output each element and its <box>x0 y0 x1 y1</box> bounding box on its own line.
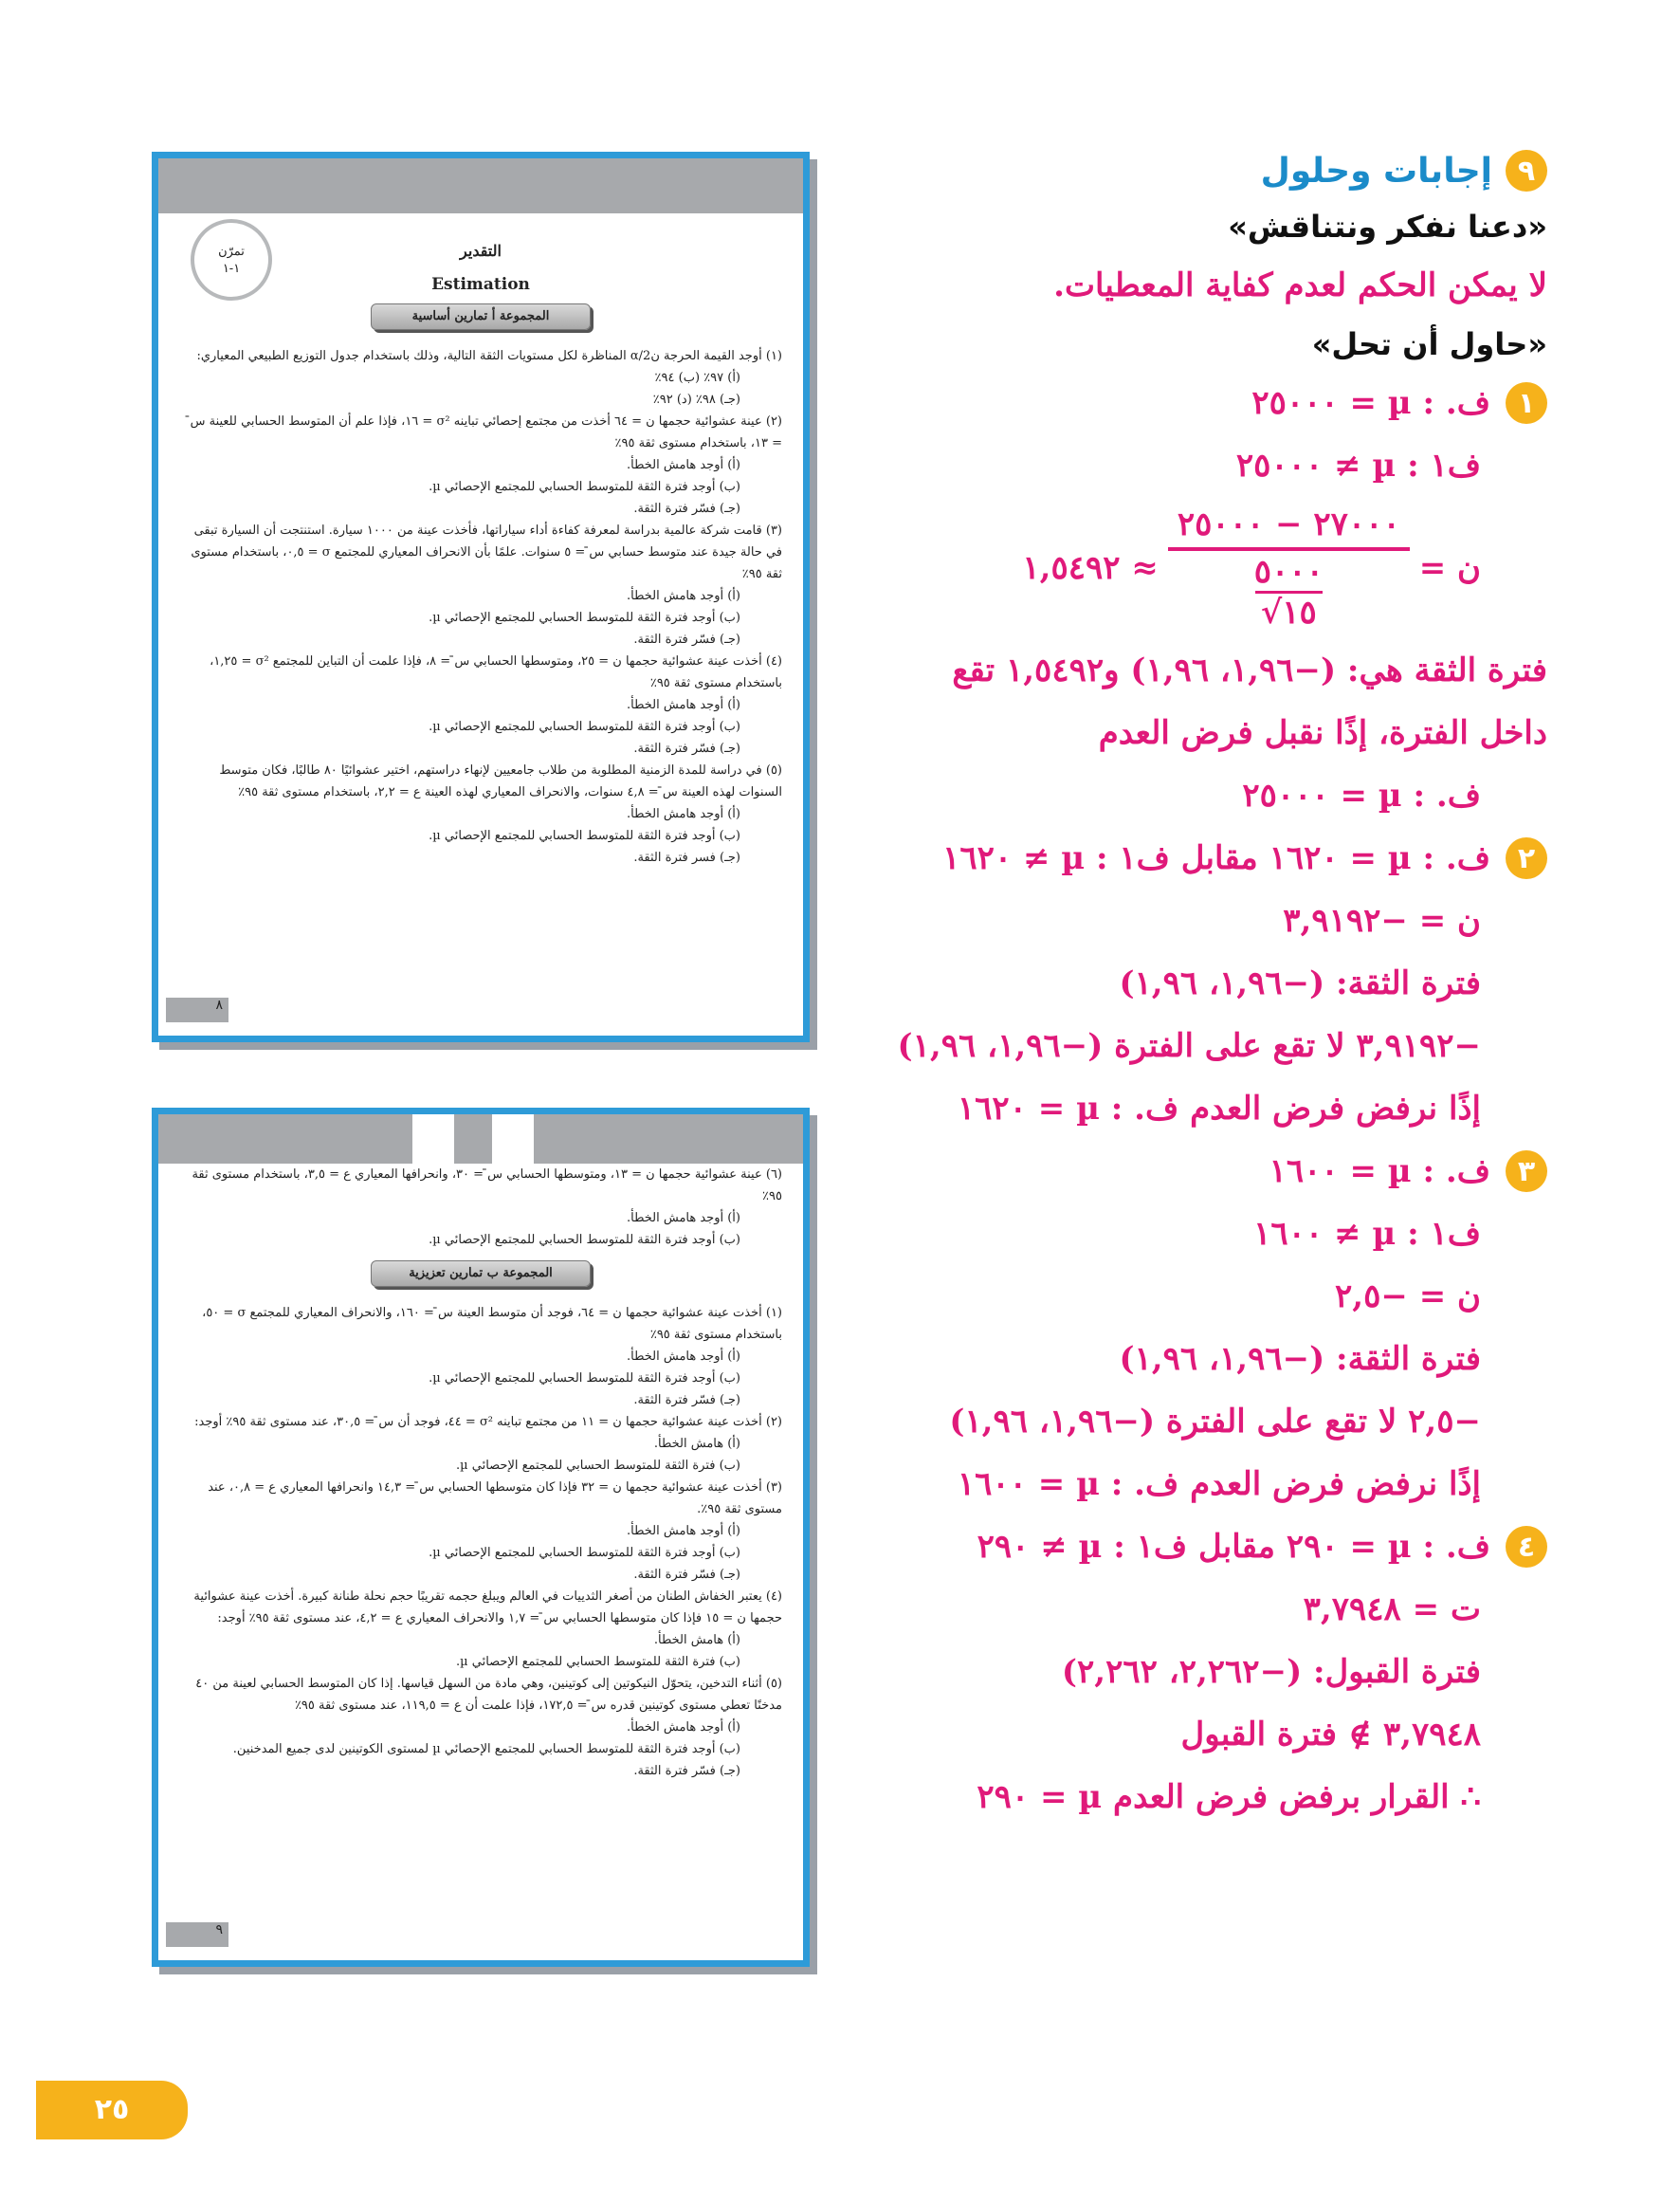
badge-label: تمرّن <box>218 245 245 259</box>
exercise-line: (ب) أوجد فترة الثقة للمتوسط الحسابي للمجتمع الإحصائي µ. <box>429 720 740 734</box>
answer-item-4 <box>770 1515 1547 1828</box>
page-header-bar <box>158 158 803 213</box>
exercise-line: (١) أوجد القيمة الحرجة ن‪α/2‬ المناظرة لكل مستويات الثقة التالية، وذلك باستخدام جدول التوزيع الطبيعي المعياري: <box>196 349 782 363</box>
exercise-list-top <box>158 1164 803 1251</box>
z-fraction <box>1168 505 1410 632</box>
exercise-line: (٣) أخذت عينة عشوائية حجمها ن = ٣٢ فإذا كان متوسطها الحسابي س̄ = ١٤,٣ وانحرافها المعياري ع = ٠,٨، عند مستوى ثقة ٩٥٪. <box>208 1480 782 1516</box>
page-number: ٩ <box>166 1922 228 1947</box>
exercise-line: (أ) هامش الخطأ. <box>653 1633 740 1647</box>
exercise-line: (أ) هامش الخطأ. <box>653 1437 740 1451</box>
badge-number: ١-١ <box>222 262 241 276</box>
exercise-line: (٤) يعتبر الخفاش الطنان من أصغر الثدييات في العالم ويبلغ حجمه تقريبًا حجم نحلة طنانة كبيرة. أخذت عينة عشوائية حجمها ن = ١٥ فإذا كان متوسطها الحسابي س̄ = ١,٧ والانحراف المعياري ع = ٤,٢، عند مستوى ثقة ٩٥٪ أوجد: <box>193 1589 782 1625</box>
exercise-line: (٣) قامت شركة عالمية بدراسة لمعرفة كفاءة أداء سياراتها، فأخذت عينة من ١٠٠٠ سيارة. استنتجت أن السيارة تبقى في حالة جيدة عند متوسط حسابي س̄ = ٥ سنوات. علمًا بأن الانحراف المعياري للمجتمع σ = ٠,٥، باستخدام مستوى ثقة ٩٥٪ <box>191 523 782 581</box>
z-lhs: ن = <box>1418 549 1481 587</box>
answer-line: فترة الثقة هي: (−١,٩٦، ١,٩٦) و١,٥٤٩٢ تقع <box>952 652 1547 689</box>
answer-line: داخل الفترة، إذًا نقبل فرض العدم <box>1098 714 1547 752</box>
exercise-line: (جـ) فسّر فترة الثقة. <box>633 1568 740 1582</box>
answer-line: فترة القبول: (−٢,٢٦٢، ٢,٢٦٢) <box>1061 1653 1481 1691</box>
answer-line: ن = −٢,٥ <box>1335 1277 1481 1315</box>
section-heading <box>770 142 1547 199</box>
chapter-title: التقدير <box>460 242 502 260</box>
exercise-line: (٢) أخذت عينة عشوائية حجمها ن = ١١ من مجتمع تباينه σ² = ٤٤، فوجد أن س̄ = ٣٠,٥، عند مستوى ثقة ٩٥٪ أوجد: <box>194 1415 782 1429</box>
exercise-line: (٥) أثناء التدخين، يتحوّل النيكوتين إلى كوتينين، وهي مادة من السهل قياسها. إذا كان المتوسط الحسابي لعينة من ٤٠ مدخنًا تعطي مستوى كوتينين قدره س̄ = ١٧٢,٥، فإذا علمت أن ع = ١١٩,٥، عند مستوى ثقة ٩٥٪ <box>195 1677 782 1713</box>
answer-item-2 <box>770 827 1547 1140</box>
exercise-line: (ب) أوجد فترة الثقة للمتوسط الحسابي للمجتمع الإحصائي µ لمستوى الكوتينين لدى جميع المدخنين. <box>232 1742 740 1756</box>
page-header-bar <box>158 1114 803 1164</box>
exercise-line: (جـ) فسر فترة الثقة. <box>633 851 740 865</box>
exercise-line: (جـ) فسّر فترة الثقة. <box>633 1393 740 1407</box>
answer-line: ف. : µ = ٢٥٠٠٠ <box>1251 384 1490 422</box>
exercise-line: (جـ) فسّر فترة الثقة. <box>633 1764 740 1778</box>
item-number-badge: ١ <box>1506 382 1547 424</box>
z-numerator: ٢٧٠٠٠ − ٢٥٠٠٠ <box>1168 505 1410 551</box>
answer-line: ف. : µ = ١٦٢٠ مقابل ف١ : µ ≠ ١٦٢٠ <box>942 839 1490 877</box>
section-title: إجابات وحلول <box>1260 151 1492 191</box>
exercise-line: (أ) ٩٧٪ (ب) ٩٤٪ <box>654 371 740 385</box>
group-banner: المجموعة ب تمارين تعزيزية <box>371 1260 591 1287</box>
answer-line: إذًا نرفض فرض العدم ف. : µ = ١٦٢٠ <box>957 1090 1481 1128</box>
item-number-badge: ٣ <box>1506 1150 1547 1192</box>
section-number-badge: ٩ <box>1506 150 1547 192</box>
exercise-badge <box>191 219 272 301</box>
exercise-line: (٦) عينة عشوائية حجمها ن = ١٣، ومتوسطها الحسابي س̄ = ٣٠، وانحرافها المعياري ع = ٣,٥، باستخدام مستوى ثقة ٩٥٪ <box>192 1167 782 1203</box>
header-tab-gap <box>412 1114 454 1164</box>
exercise-line: (أ) أوجد هامش الخطأ. <box>627 698 740 712</box>
exercise-list <box>158 345 803 869</box>
exercise-line: (أ) أوجد هامش الخطأ. <box>627 1524 740 1538</box>
exercise-line: (أ) أوجد هامش الخطأ. <box>627 589 740 603</box>
discuss-heading: «دعنا نفكر ونتناقش» <box>1228 209 1547 245</box>
answer-line: −٢,٥ لا تقع على الفترة (−١,٩٦، ١,٩٦) <box>949 1403 1481 1441</box>
textbook-page-9 <box>152 1108 810 1967</box>
answers-panel <box>770 142 1547 1828</box>
answer-line: فترة الثقة: (−١,٩٦، ١,٩٦) <box>1119 1340 1481 1378</box>
exercise-line: (ب) فترة الثقة للمتوسط الحسابي للمجتمع الإحصائي µ. <box>456 1655 740 1669</box>
exercise-line: (جـ) ٩٨٪ (د) ٩٢٪ <box>652 393 740 407</box>
answer-line: ف. : µ = ٢٥٠٠٠ <box>1242 777 1481 815</box>
answer-line: ف١ : µ ≠ ١٦٠٠ <box>1253 1215 1481 1253</box>
exercise-line: (٢) عينة عشوائية حجمها ن = ٦٤ أخذت من مجتمع إحصائي تباينه σ² = ١٦، فإذا علم أن المتوسط الحسابي للعينة س̄ = ١٣، باستخدام مستوى ثقة ٩٥٪ <box>190 414 782 450</box>
answer-item-3 <box>770 1140 1547 1515</box>
exercise-line: (ب) فترة الثقة للمتوسط الحسابي للمجتمع الإحصائي µ. <box>456 1459 740 1473</box>
textbook-page-8 <box>152 152 810 1042</box>
exercise-line: (جـ) فسّر فترة الثقة. <box>633 502 740 516</box>
header-tab-gap <box>492 1114 534 1164</box>
exercise-line: (ب) أوجد فترة الثقة للمتوسط الحسابي للمجتمع الإحصائي µ. <box>429 829 740 843</box>
try-heading: «حاول أن تحل» <box>1311 326 1547 362</box>
answer-line: إذًا نرفض فرض العدم ف. : µ = ١٦٠٠ <box>957 1465 1481 1503</box>
page-number: ٨ <box>166 998 228 1022</box>
exercise-line: (٥) في دراسة للمدة الزمنية المطلوبة من طلاب جامعيين لإنهاء دراستهم، اختير عشوائيًا ٨٠ طالبًا، فكان متوسط السنوات لهذه العينة س̄ = ٤,٨ سنوات، والانحراف المعياري لهذه العينة ع = ٢,٢، باستخدام مستوى ثقة ٩٥٪ <box>219 763 782 799</box>
exercise-line: (أ) أوجد هامش الخطأ. <box>627 458 740 472</box>
item-number-badge: ٢ <box>1506 837 1547 879</box>
answer-line: ف. : µ = ٢٩٠ مقابل ف١ : µ ≠ ٢٩٠ <box>977 1528 1490 1566</box>
exercise-list <box>158 1302 803 1782</box>
answer-line: ت = ٣,٧٩٤٨ <box>1303 1590 1481 1628</box>
z-denominator-root: ١٥√ <box>1255 591 1323 632</box>
exercise-line: (أ) أوجد هامش الخطأ. <box>627 1720 740 1735</box>
group-banner: المجموعة أ تمارين أساسية <box>371 303 591 330</box>
exercise-line: (أ) أوجد هامش الخطأ. <box>627 1349 740 1364</box>
exercise-line: (١) أخذت عينة عشوائية حجمها ن = ٦٤، فوجد أن متوسط العينة س̄ = ١٦٠، والانحراف المعياري للمجتمع σ = ٥٠، باستخدام مستوى ثقة ٩٥٪ <box>202 1306 782 1342</box>
z-denominator: ٥٠٠٠ <box>1253 552 1324 591</box>
answer-line: −٣,٩١٩٢ لا تقع على الفترة (−١,٩٦، ١,٩٦) <box>897 1027 1481 1065</box>
z-formula <box>770 497 1547 639</box>
exercise-line: (جـ) فسّر فترة الثقة. <box>633 742 740 756</box>
exercise-line: (٤) أخذت عينة عشوائية حجمها ن = ٢٥، ومتوسطها الحسابي س̄ = ٨، فإذا علمت أن التباين للمجتمع σ² = ١,٢٥، باستخدام مستوى ثقة ٩٥٪ <box>210 654 782 690</box>
answer-line: ن = −٣,٩١٩٢ <box>1283 902 1481 940</box>
exercise-line: (أ) أوجد هامش الخطأ. <box>627 1211 740 1225</box>
answer-line: ∴ القرار برفض فرض العدم µ = ٢٩٠ <box>977 1778 1481 1816</box>
exercise-line: (جـ) فسّر فترة الثقة. <box>633 633 740 647</box>
answer-line: ف١ : µ ≠ ٢٥٠٠٠ <box>1235 447 1481 485</box>
exercise-line: (ب) أوجد فترة الثقة للمتوسط الحسابي للمجتمع الإحصائي µ. <box>429 1371 740 1386</box>
exercise-line: (ب) أوجد فترة الثقة للمتوسط الحسابي للمجتمع الإحصائي µ. <box>429 611 740 625</box>
discuss-answer: لا يمكن الحكم لعدم كفاية المعطيات. <box>1053 266 1547 304</box>
z-rhs: ≈ ١,٥٤٩٢ <box>1022 549 1159 587</box>
exercise-line: (ب) أوجد فترة الثقة للمتوسط الحسابي للمجتمع الإحصائي µ. <box>429 1233 740 1247</box>
chapter-title-en: Estimation <box>431 275 530 294</box>
answer-item-1 <box>770 372 1547 827</box>
exercise-line: (ب) أوجد فترة الثقة للمتوسط الحسابي للمجتمع الإحصائي µ. <box>429 1546 740 1560</box>
exercise-line: (ب) أوجد فترة الثقة للمتوسط الحسابي للمجتمع الإحصائي µ. <box>429 480 740 494</box>
answer-line: فترة الثقة: (−١,٩٦، ١,٩٦) <box>1119 964 1481 1002</box>
footer-page-number: ٢٥ <box>36 2081 188 2139</box>
answer-line: ف. : µ = ١٦٠٠ <box>1269 1152 1490 1190</box>
item-number-badge: ٤ <box>1506 1526 1547 1568</box>
exercise-line: (أ) أوجد هامش الخطأ. <box>627 807 740 821</box>
answer-line: ٣,٧٩٤٨ ∌ فترة القبول <box>1180 1716 1481 1753</box>
